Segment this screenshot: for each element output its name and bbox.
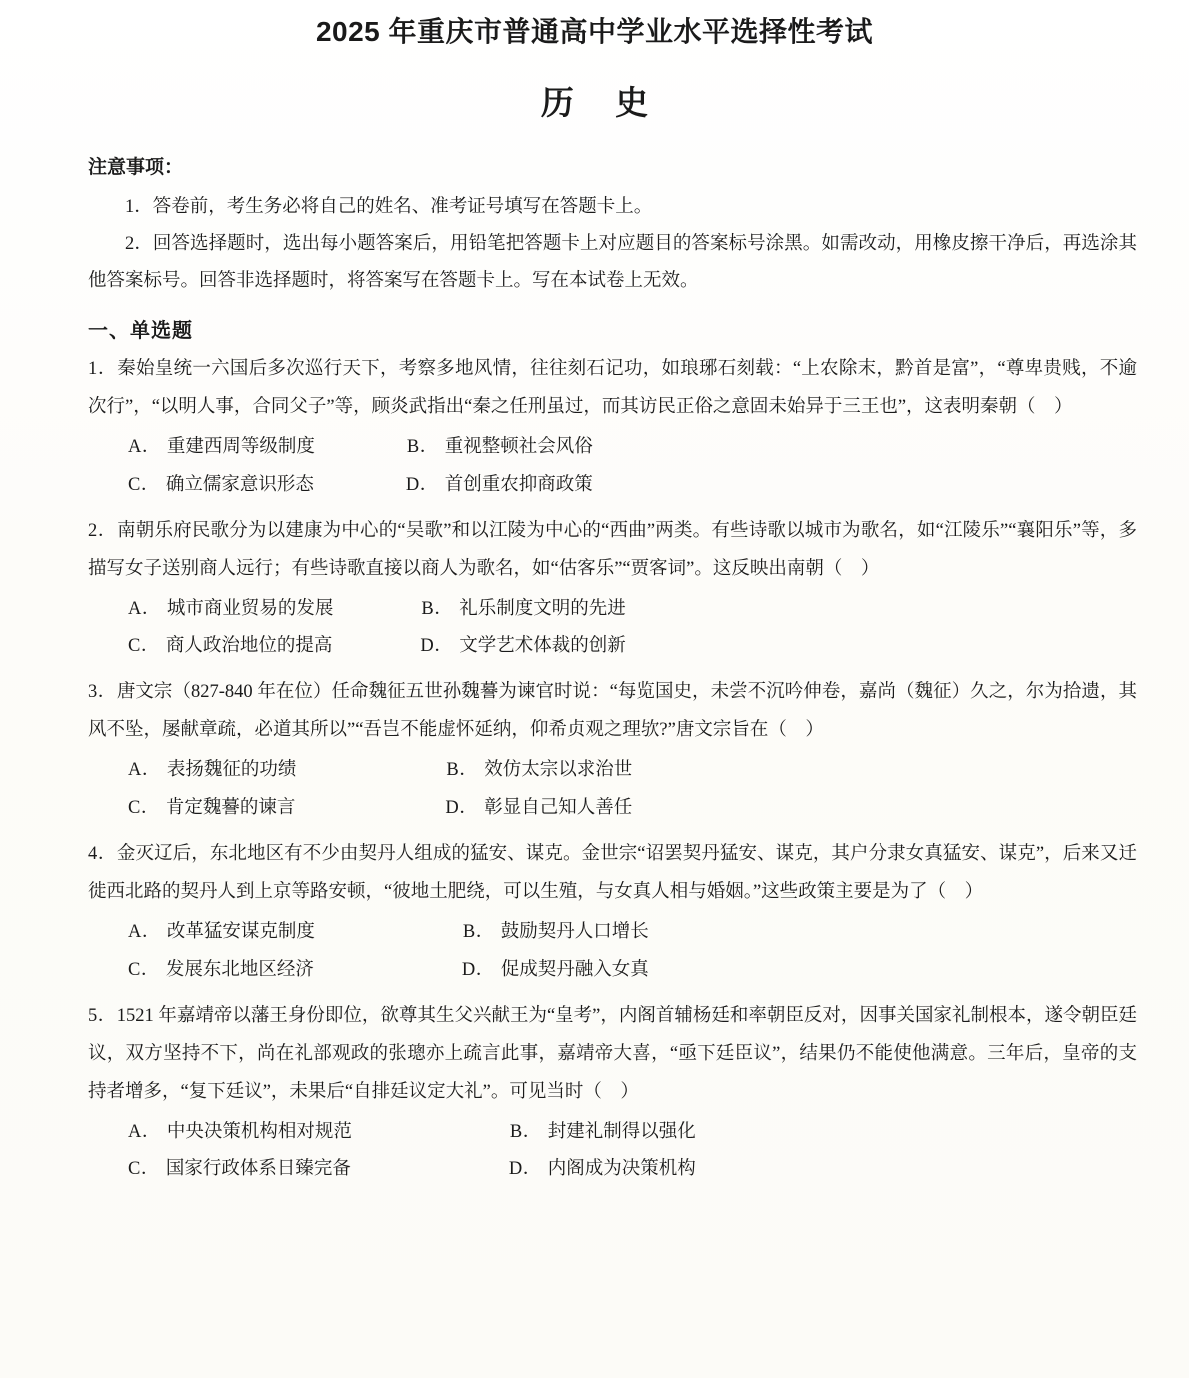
question-4-option-row-cd bbox=[88, 952, 1137, 990]
question-4-option-a[interactable] bbox=[128, 914, 315, 952]
question-2-option-row-cd bbox=[88, 628, 1137, 666]
question-1-number: 1． bbox=[88, 359, 118, 379]
option-letter-c: C． bbox=[128, 959, 160, 980]
question-5-option-d[interactable] bbox=[509, 1151, 696, 1189]
option-letter-c: C． bbox=[128, 636, 160, 657]
option-text-a: 重建西周等级制度 bbox=[166, 436, 315, 457]
option-letter-b: B． bbox=[406, 436, 439, 457]
question-3-stem bbox=[88, 674, 1137, 750]
question-3 bbox=[88, 674, 1137, 828]
option-text-a: 改革猛安谋克制度 bbox=[166, 921, 315, 942]
question-2-number: 2． bbox=[88, 520, 118, 541]
question-4 bbox=[88, 836, 1137, 990]
question-2-text: 南朝乐府民歌分为以建康为中心的“吴歌”和以江陵为中心的“西曲”两类。有些诗歌以城市为歌名，如“江陵乐”“襄阳乐”等，多描写女子送别商人远行；有些诗歌直接以商人为歌名，如“估客乐”“贾客词”。这反映出南朝（ ） bbox=[88, 520, 1137, 579]
question-4-number: 4． bbox=[88, 844, 117, 865]
question-5 bbox=[88, 998, 1137, 1190]
question-1-stem bbox=[88, 351, 1137, 427]
question-1-text: 秦始皇统一六国后多次巡行天下，考察多地风情，往往刻石记功，如琅琊石刻载：“上农除末，黔首是富”，“尊卑贵贱，不逾次行”，“以明人事，合同父子”等，顾炎武指出“秦之任刑虽过，而其访民正俗之意固未始异于三王也”，这表明秦朝（ ） bbox=[88, 359, 1137, 417]
option-text-b: 重视整顿社会风俗 bbox=[444, 436, 593, 457]
option-text-d: 内阁成为决策机构 bbox=[547, 1159, 696, 1180]
option-letter-b: B． bbox=[446, 760, 479, 781]
question-4-stem bbox=[88, 836, 1137, 912]
question-2-option-row-ab bbox=[88, 591, 1137, 629]
option-letter-b: B． bbox=[509, 1121, 542, 1142]
option-letter-a: A． bbox=[128, 1121, 161, 1142]
question-5-option-b[interactable] bbox=[510, 1114, 696, 1152]
question-4-option-b[interactable] bbox=[463, 914, 649, 952]
option-text-c: 国家行政体系日臻完备 bbox=[165, 1159, 351, 1180]
option-letter-b: B． bbox=[421, 598, 454, 619]
question-5-option-row-cd bbox=[88, 1151, 1137, 1189]
question-1-option-row-ab bbox=[88, 429, 1137, 467]
question-4-option-row-ab bbox=[88, 914, 1137, 952]
option-letter-d: D． bbox=[508, 1159, 542, 1180]
notice-heading: 注意事项： bbox=[88, 157, 184, 178]
option-text-a: 中央决策机构相对规范 bbox=[166, 1121, 352, 1142]
section-heading-single-choice: 一、单选题 bbox=[88, 320, 193, 342]
option-text-b: 礼乐制度文明的先进 bbox=[459, 598, 626, 619]
option-letter-d: D． bbox=[405, 474, 439, 495]
question-2-stem bbox=[88, 513, 1137, 589]
option-letter-c: C． bbox=[128, 1159, 160, 1180]
notice-item-2: 2．回答选择题时，选出每小题答案后，用铅笔把答题卡上对应题目的答案标号涂黑。如需改动，用橡皮擦干净后，再选涂其他答案标号。回答非选择题时，将答案写在答题卡上。写在本试卷上无效。 bbox=[88, 234, 1137, 291]
question-5-option-c[interactable] bbox=[128, 1151, 351, 1189]
question-2-option-b[interactable] bbox=[421, 591, 625, 629]
question-3-option-row-ab bbox=[88, 752, 1137, 790]
question-3-option-b[interactable] bbox=[446, 752, 632, 790]
question-2-option-c[interactable] bbox=[128, 628, 332, 666]
option-letter-c: C． bbox=[128, 474, 160, 495]
option-letter-d: D． bbox=[461, 959, 495, 980]
question-1-option-b[interactable] bbox=[407, 429, 593, 467]
question-3-option-c[interactable] bbox=[128, 790, 295, 828]
question-2-option-d[interactable] bbox=[420, 628, 625, 666]
exam-content bbox=[0, 152, 1189, 1189]
question-5-text: 1521 年嘉靖帝以藩王身份即位，欲尊其生父兴献王为“皇考”，内阁首辅杨廷和率朝臣反对，因事关国家礼制根本，遂令朝臣廷议，双方坚持不下，尚在礼部观政的张璁亦上疏言此事，嘉靖帝大喜，“亟下廷臣议”，结果仍不能使他满意。三年后，皇帝的支持者增多，“复下廷议”，未果后“自排廷议定大礼”。可见当时（ ） bbox=[88, 1005, 1137, 1102]
question-5-option-a[interactable] bbox=[128, 1114, 352, 1152]
question-5-options bbox=[88, 1114, 1137, 1190]
option-text-d: 文学艺术体裁的创新 bbox=[459, 636, 626, 657]
option-letter-d: D． bbox=[420, 636, 454, 657]
option-letter-a: A． bbox=[128, 760, 161, 781]
question-4-text: 金灭辽后，东北地区有不少由契丹人组成的猛安、谋克。金世宗“诏罢契丹猛安、谋克，其户分隶女真猛安、谋克”，后来又迁徙西北路的契丹人到上京等路安顿，“彼地土肥绕，可以生殖，与女真人相与婚姻。”这些政策主要是为了（ ） bbox=[88, 844, 1137, 902]
question-4-option-c[interactable] bbox=[128, 952, 314, 990]
question-1-option-c[interactable] bbox=[128, 467, 314, 505]
option-text-a: 城市商业贸易的发展 bbox=[166, 598, 334, 619]
question-2-options bbox=[88, 591, 1137, 667]
question-5-number: 5． bbox=[88, 1005, 117, 1026]
option-text-d: 促成契丹融入女真 bbox=[500, 959, 649, 980]
option-text-b: 效仿太宗以求治世 bbox=[484, 760, 633, 781]
option-text-d: 彰显自己知人善任 bbox=[484, 798, 633, 819]
subject-title: 历 史 bbox=[540, 84, 665, 121]
question-4-option-d[interactable] bbox=[462, 952, 649, 990]
option-text-b: 封建礼制得以强化 bbox=[547, 1121, 696, 1142]
notice-item-1: 1．答卷前，考生务必将自己的姓名、准考证号填写在答题卡上。 bbox=[125, 197, 653, 217]
question-3-option-a[interactable] bbox=[128, 752, 296, 790]
question-3-options bbox=[88, 752, 1137, 828]
question-3-option-row-cd bbox=[88, 790, 1137, 828]
question-3-option-d[interactable] bbox=[445, 790, 632, 828]
option-text-c: 肯定魏謩的谏言 bbox=[165, 798, 296, 819]
option-text-c: 确立儒家意识形态 bbox=[165, 474, 314, 495]
question-5-stem bbox=[88, 998, 1137, 1112]
question-3-number: 3． bbox=[88, 682, 117, 703]
option-letter-a: A． bbox=[128, 436, 161, 457]
question-1-options bbox=[88, 429, 1137, 505]
question-3-text: 唐文宗（827-840 年在位）任命魏征五世孙魏謩为谏官时说：“每览国史，未尝不沉吟伸卷，嘉尚（魏征）久之，尔为拾遗，其风不坠，屡献章疏，必道其所以”“吾岂不能虚怀延纳，仰希贞观之理欤?”唐文宗旨在（ ） bbox=[88, 682, 1137, 741]
question-1-option-a[interactable] bbox=[128, 429, 315, 467]
option-text-d: 首创重农抑商政策 bbox=[444, 474, 593, 495]
question-2-option-a[interactable] bbox=[128, 591, 333, 629]
option-letter-d: D． bbox=[445, 798, 479, 819]
question-1 bbox=[88, 351, 1137, 505]
exam-title: 2025 年重庆市普通高中学业水平选择性考试 bbox=[315, 16, 874, 47]
question-1-option-row-cd bbox=[88, 467, 1137, 505]
option-letter-b: B． bbox=[462, 921, 495, 942]
question-4-options bbox=[88, 914, 1137, 990]
option-letter-c: C． bbox=[128, 798, 160, 819]
option-text-c: 商人政治地位的提高 bbox=[165, 636, 333, 657]
option-text-c: 发展东北地区经济 bbox=[165, 959, 314, 980]
option-letter-a: A． bbox=[128, 921, 161, 942]
question-2 bbox=[88, 513, 1137, 667]
option-letter-a: A． bbox=[128, 598, 161, 619]
question-5-option-row-ab bbox=[88, 1114, 1137, 1152]
question-1-option-d[interactable] bbox=[406, 467, 593, 505]
option-text-a: 表扬魏征的功绩 bbox=[166, 760, 297, 781]
option-text-b: 鼓励契丹人口增长 bbox=[500, 921, 649, 942]
